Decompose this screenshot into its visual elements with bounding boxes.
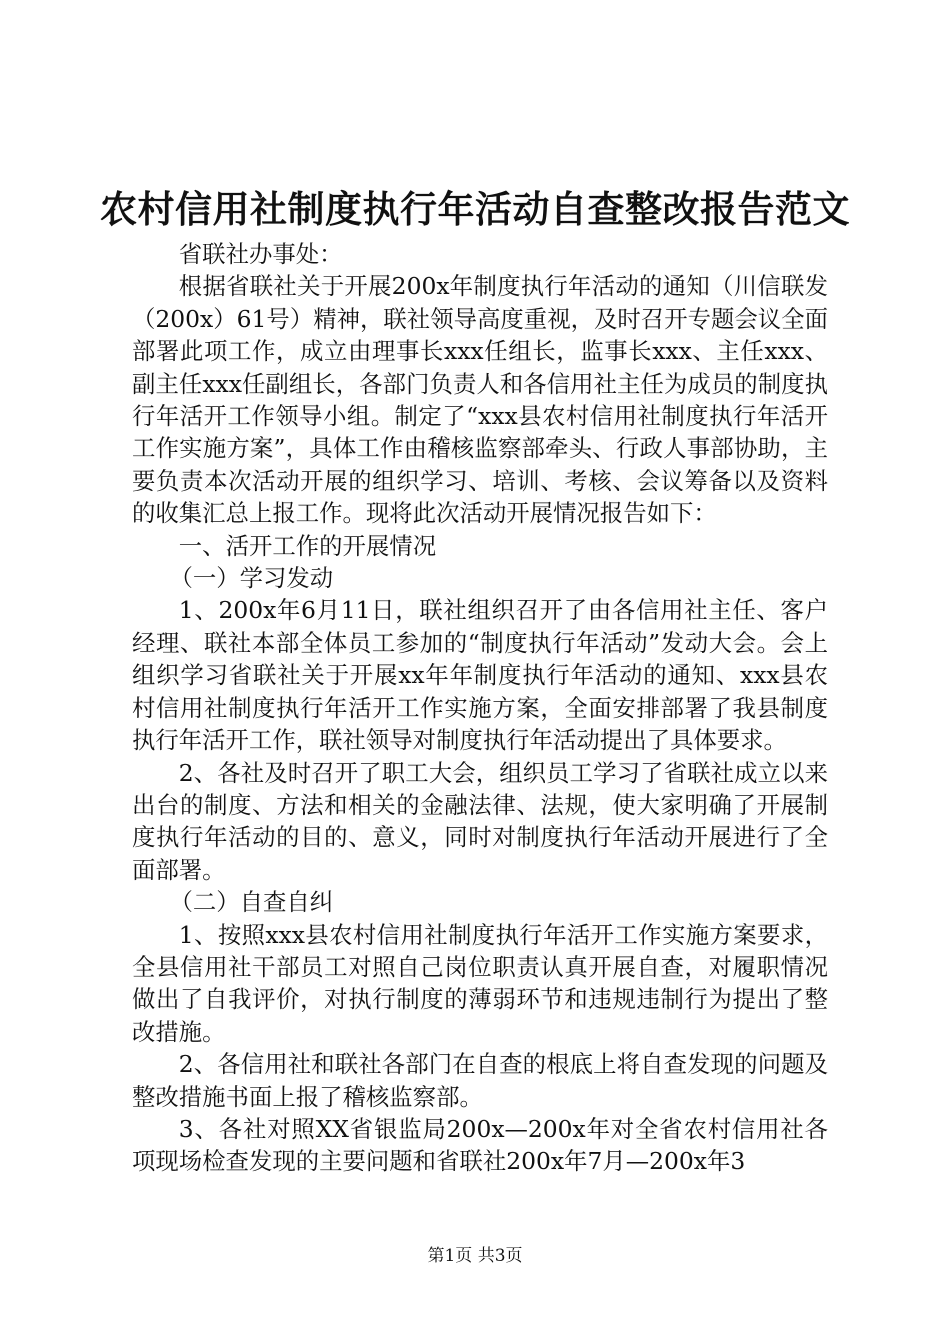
section-heading-1: 一、活开工作的开展情况 — [178, 531, 437, 560]
paragraph-study-2: 2、各社及时召开了职工大会，组织员工学习了省联社成立以来出台的制度、方法和相关的金融法律、法规，使大家明确了开展制度执行年活动的目的、意义，同时对制度执行年活动开展进行了全面部署。 — [132, 758, 828, 884]
paragraph-selfcheck-3: 3、各社对照XX省银监局200x—200x年对全省农村信用社各项现场检查发现的主要问题和省联社200x年7月—200x年3 — [132, 1114, 828, 1176]
salutation: 省联社办事处： — [178, 240, 343, 268]
paragraph-intro: 根据省联社关于开展200x年制度执行年活动的通知（川信联发（200x）61号）精神，联社领导高度重视，及时召开专题会议全面部署此项工作，成立由理事长xxx任组长，监事长xxx、主任xxx、副主任xxx任副组长，各部门负责人和各信用社主任为成员的制度执行年活开工作领导小组。制定了“xxx县农村信用社制度执行年活开工作实施方案”，具体工作由稽核监察部牵头、行政人事部协助，主要负责本次活动开展的组织学习、培训、考核、会议筹备以及资料的收集汇总上报工作。现将此次活动开展情况报告如下： — [132, 272, 828, 528]
paragraph-selfcheck-2: 2、各信用社和联社各部门在自查的根底上将自查发现的问题及整改措施书面上报了稽核监察部。 — [132, 1050, 828, 1111]
page-footer: 第1页 共3页 — [427, 1246, 523, 1266]
document-title: 农村信用社制度执行年活动自查整改报告范文 — [100, 187, 850, 231]
paragraph-selfcheck-1: 1、按照xxx县农村信用社制度执行年活开工作实施方案要求，全县信用社干部员工对照自己岗位职责认真开展自查，对履职情况做出了自我评价，对执行制度的薄弱环节和违规违制行为提出了整改措施。 — [132, 920, 828, 1046]
subsection-heading-selfcheck: （二）自查自纠 — [169, 888, 334, 917]
document-body — [132, 238, 828, 1178]
paragraph-study-1: 1、200x年6月11日，联社组织召开了由各信用社主任、客户经理、联社本部全体员工参加的“制度执行年活动”发动大会。会上组织学习省联社关于开展xx年年制度执行年活动的通知、xxx县农村信用社制度执行年活开工作实施方案，全面安排部署了我县制度执行年活开工作，联社领导对制度执行年活动提出了具体要求。 — [132, 596, 828, 755]
subsection-heading-study: （一）学习发动 — [169, 564, 334, 593]
